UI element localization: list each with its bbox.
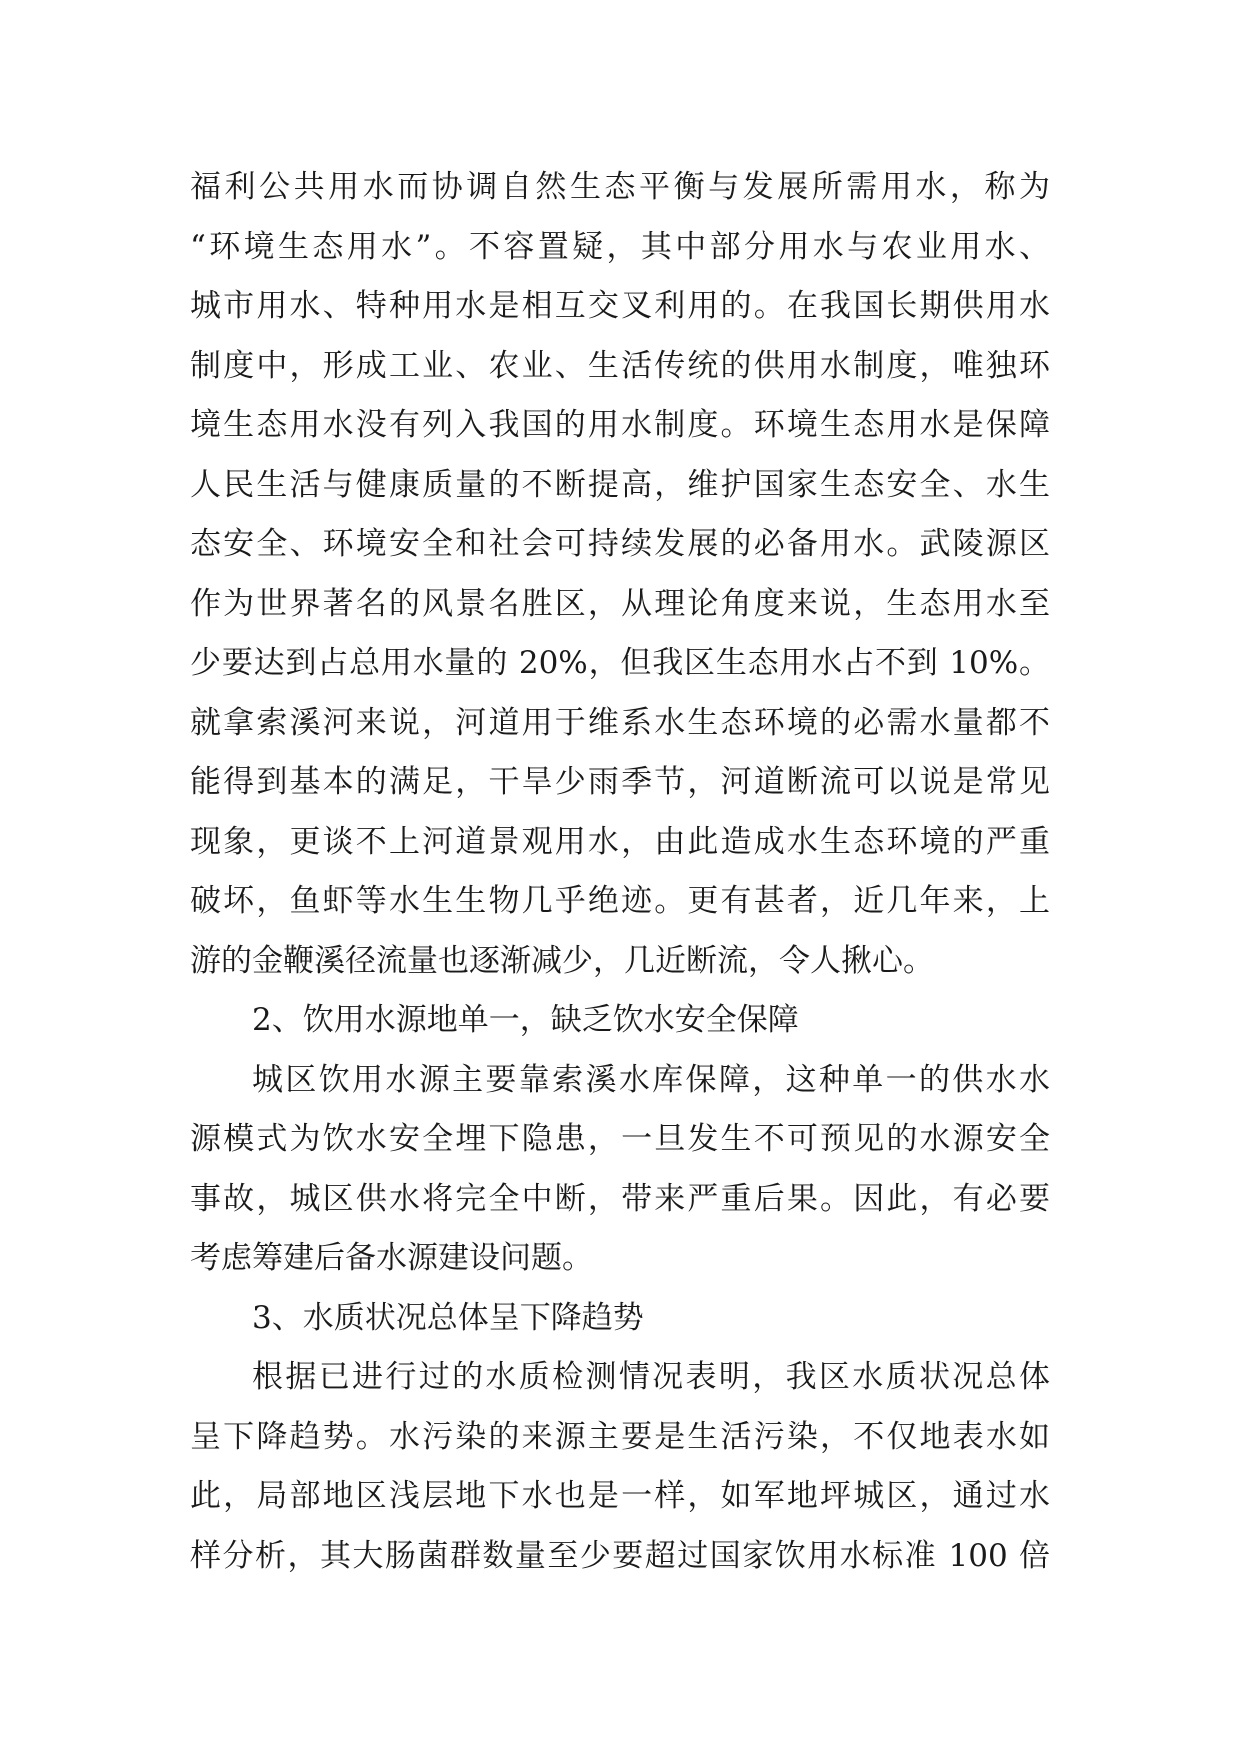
text-line: 能得到基本的满足，干旱少雨季节，河道断流可以说是常见 [190,764,1050,800]
text-line: 考虑筹建后备水源建设问题。 [190,1240,593,1276]
text-line: 就拿索溪河来说，河道用于维系水生态环境的必需水量都不 [190,704,1050,741]
text-line: 少要达到占总用水量的 20%，但我区生态用水占不到 10%。 [190,645,1050,681]
text-line: 源模式为饮水安全埋下隐患，一旦发生不可预见的水源安全 [190,1121,1050,1157]
text-line: 境生态用水没有列入我国的用水制度。环境生态用水是保障 [190,407,1050,443]
text-line: 态安全、环境安全和社会可持续发展的必备用水。武陵源区 [190,526,1050,562]
text-line: 呈下降趋势。水污染的来源主要是生活污染，不仅地表水如 [190,1418,1050,1455]
section-heading: 3、水质状况总体呈下降趋势 [252,1299,644,1336]
document-body [190,158,1050,1586]
text-line: 样分析，其大肠菌群数量至少要超过国家饮用水标准 100 倍 [190,1537,1050,1574]
text-line: 此，局部地区浅层地下水也是一样，如军地坪城区，通过水 [190,1478,1050,1514]
paragraph-first-line: 城区饮用水源主要靠索溪水库保障，这种单一的供水水 [252,1061,1050,1098]
paragraph-first-line: 根据已进行过的水质检测情况表明，我区水质状况总体 [252,1359,1050,1395]
text-line: 人民生活与健康质量的不断提高，维护国家生态安全、水生 [190,466,1050,503]
text-line: 福利公共用水而协调自然生态平衡与发展所需用水，称为 [190,169,1050,205]
text-line: 破坏，鱼虾等水生生物几乎绝迹。更有甚者，近几年来，上 [190,883,1050,919]
text-line: 作为世界著名的风景名胜区，从理论角度来说，生态用水至 [190,585,1050,622]
text-line: “环境生态用水”。不容置疑，其中部分用水与农业用水、 [190,228,1050,265]
text-line: 城市用水、特种用水是相互交叉利用的。在我国长期供用水 [190,288,1050,324]
text-line: 现象，更谈不上河道景观用水，由此造成水生态环境的严重 [190,823,1050,860]
text-line: 事故，城区供水将完全中断，带来严重后果。因此，有必要 [190,1180,1050,1217]
text-line: 游的金鞭溪径流量也逐渐减少，几近断流，令人揪心。 [190,942,934,979]
text-line: 制度中，形成工业、农业、生活传统的供用水制度，唯独环 [190,347,1050,384]
section-heading: 2、饮用水源地单一，缺乏饮水安全保障 [252,1002,799,1038]
